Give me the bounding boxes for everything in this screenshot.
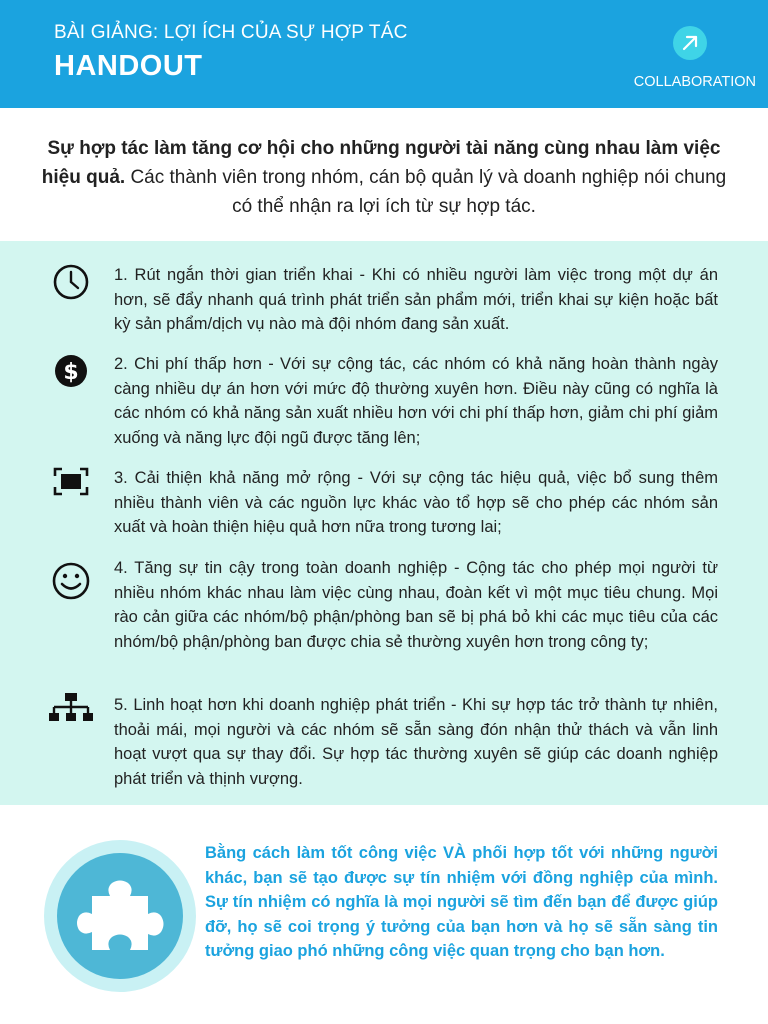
benefit-text: 5. Linh hoạt hơn khi doanh nghiệp phát triển - Khi sự hợp tác trở thành tự nhiên, thoải mái, mọi người và các nhóm sẽ sẵn sàng đón nhận thử thách và vẫn linh hoạt vượt qua sự thay đổi. Sự hợp tác thường xuyên sẽ giúp các doanh nghiệp phát triển và thịnh vượng.	[114, 696, 718, 788]
smiley-icon	[48, 560, 94, 606]
lecture-subtitle: BÀI GIẢNG: LỢI ÍCH CỦA SỰ HỢP TÁC	[54, 22, 408, 43]
benefit-text: 3. Cải thiện khả năng mở rộng - Với sự cộng tác hiệu quả, việc bổ sung thêm nhiều thành viên và các nguồn lực khác vào tổ hợp sẽ cho phép các nhóm sản xuất và hoàn thiện hiệu quả hơn nữa trong tương lai;	[114, 469, 718, 536]
benefit-text: 1. Rút ngắn thời gian triển khai - Khi có nhiều người làm việc trong một dự án hơn, sẽ đẩy nhanh quá trình phát triển sản phẩm mới, triển khai sự kiện hoặc bất kỳ sản phẩm/dịch vụ nào mà đội nhóm đang sản xuất.	[114, 266, 718, 333]
collaboration-tag: COLLABORATION	[633, 74, 756, 90]
expand-icon	[48, 464, 94, 510]
dollar-icon	[48, 353, 94, 399]
intro-rest-text: Các thành viên trong nhóm, cán bộ quản lý và doanh nghiệp nói chung có thể nhận ra lợi ích từ sự hợp tác.	[125, 167, 727, 217]
page-title: HANDOUT	[54, 50, 203, 82]
intro-bold-text: Sự hợp tác làm tăng cơ hội cho những người tài năng cùng nhau làm việc hiệu quả.	[41, 138, 721, 188]
closing-paragraph: Bằng cách làm tốt công việc VÀ phối hợp tốt với những người khác, bạn sẽ tạo được sự tín nhiệm với đồng nghiệp của mình. Sự tín nhiệm có nghĩa là mọi người sẽ tìm đến bạn để được giúp đỡ, họ sẽ coi trọng ý tưởng của bạn hơn và họ sẽ sẵn sàng tin tưởng giao phó những công việc quan trọng cho bạn hơn.	[205, 844, 718, 960]
puzzle-piece-icon	[42, 838, 198, 994]
svg-text:$: $	[63, 360, 79, 385]
clock-icon	[48, 264, 94, 310]
benefit-text: 2. Chi phí thấp hơn - Với sự cộng tác, các nhóm có khả năng hoàn thành ngày càng nhiều dự án hơn với mức độ thường xuyên hơn. Điều này cũng có nghĩa là các nhóm có khả năng sản xuất nhiều hơn với chi phí thấp hơn, giảm chi phí giảm xuống và năng lực đội ngũ được tăng lên;	[114, 355, 718, 447]
intro-paragraph	[40, 134, 728, 221]
header-banner	[0, 0, 768, 108]
arrow-up-right-icon	[673, 26, 707, 60]
benefit-text: 4. Tăng sự tin cậy trong toàn doanh nghiệp - Cộng tác cho phép mọi người từ nhiều nhóm khác nhau làm việc cùng nhau, đoàn kết vì một mục tiêu chung. Mọi rào cản giữa các nhóm/bộ phận/phòng ban sẽ bị phá bỏ khi các mục tiêu của các nhóm/bộ phận/phòng ban được chia sẻ thường xuyên hơn trong công ty;	[114, 559, 718, 651]
org-chart-icon	[48, 691, 94, 737]
